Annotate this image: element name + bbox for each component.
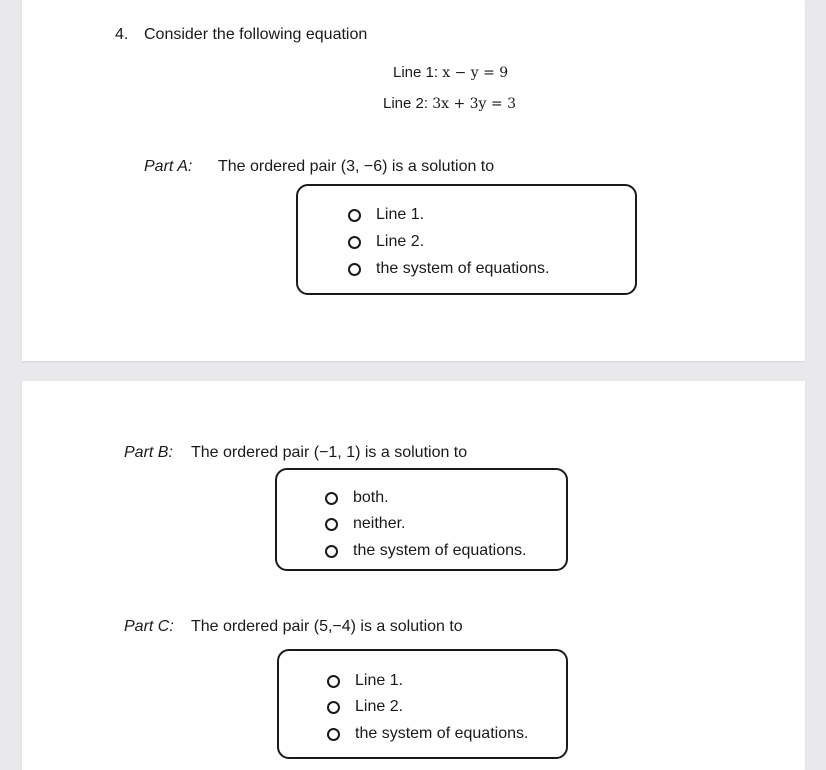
part-a-option-system[interactable] xyxy=(348,259,549,279)
part-c-label: Part C: xyxy=(124,618,174,635)
equation-line-1-label: Line 1: xyxy=(393,64,439,81)
part-a-label: Part A: xyxy=(144,158,193,175)
part-b-answer-box xyxy=(275,468,568,571)
radio-circle-icon[interactable] xyxy=(327,675,340,688)
option-label: Line 2. xyxy=(376,233,425,250)
equation-line-2-label: Line 2: xyxy=(383,95,429,112)
option-label: Line 2. xyxy=(355,698,404,715)
option-label: the system of equations. xyxy=(355,725,529,742)
option-label: Line 1. xyxy=(355,672,404,689)
radio-circle-icon[interactable] xyxy=(325,518,338,531)
part-c-option-system[interactable] xyxy=(327,724,528,744)
radio-circle-icon[interactable] xyxy=(348,209,361,222)
worksheet-page-1 xyxy=(22,0,805,361)
equation-line-1-expression: x − y = 9 xyxy=(442,65,509,81)
question-number: 4. xyxy=(115,26,129,43)
equation-line-2 xyxy=(383,95,516,112)
part-c-option-line-2[interactable] xyxy=(327,697,403,717)
option-label: the system of equations. xyxy=(353,542,527,559)
option-label: Line 1. xyxy=(376,206,425,223)
option-label: neither. xyxy=(353,515,406,532)
equation-line-2-expression: 3x + 3y = 3 xyxy=(432,96,517,112)
part-c-text: The ordered pair (5,−4) is a solution to xyxy=(191,618,463,635)
radio-circle-icon[interactable] xyxy=(348,236,361,249)
part-a-text: The ordered pair (3, −6) is a solution to xyxy=(218,158,495,175)
part-b-text: The ordered pair (−1, 1) is a solution to xyxy=(191,444,468,461)
radio-circle-icon[interactable] xyxy=(327,728,340,741)
part-a-option-line-1[interactable] xyxy=(348,205,424,225)
equation-line-1 xyxy=(393,64,508,81)
question-prompt: Consider the following equation xyxy=(144,26,368,43)
option-label: both. xyxy=(353,489,389,506)
option-label: the system of equations. xyxy=(376,260,550,277)
radio-circle-icon[interactable] xyxy=(327,701,340,714)
part-b-option-system[interactable] xyxy=(325,541,526,561)
radio-circle-icon[interactable] xyxy=(348,263,361,276)
radio-circle-icon[interactable] xyxy=(325,545,338,558)
part-b-option-neither[interactable] xyxy=(325,514,405,534)
part-c-option-line-1[interactable] xyxy=(327,671,403,691)
part-c-answer-box xyxy=(277,649,568,759)
part-a-answer-box xyxy=(296,184,637,295)
part-b-label: Part B: xyxy=(124,444,173,461)
part-b-option-both[interactable] xyxy=(325,488,389,508)
radio-circle-icon[interactable] xyxy=(325,492,338,505)
part-a-option-line-2[interactable] xyxy=(348,232,424,252)
